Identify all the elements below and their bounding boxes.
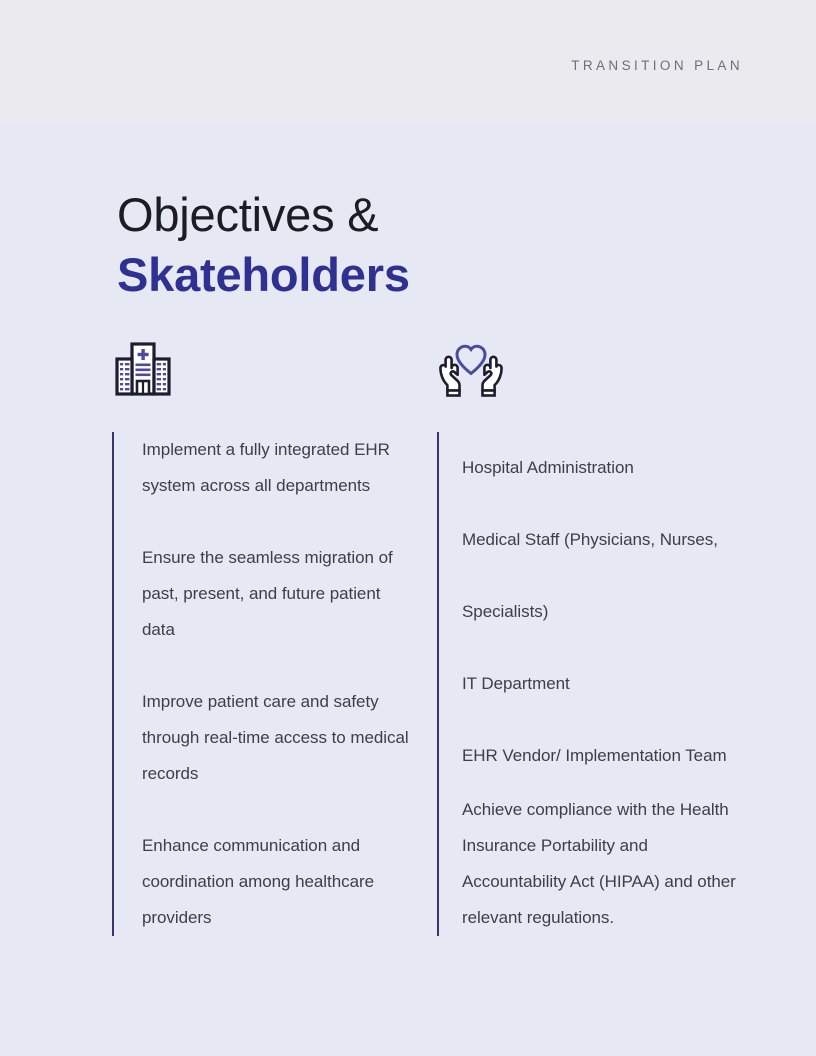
eyebrow-label: TRANSITION PLAN (571, 58, 743, 73)
list-item: Ensure the seamless migration of past, present, and future patient data (142, 548, 393, 639)
list-item: Improve patient care and safety through real-time access to medical records (142, 692, 409, 783)
list-item: EHR Vendor/ Implementation Team (462, 746, 727, 765)
stakeholders-list (437, 432, 747, 936)
list-item: Achieve compliance with the Health Insurance Portability and Accountability Act (HIPAA) and other relevant regulations. (462, 800, 736, 927)
top-banner (0, 0, 816, 122)
list-item: Enhance communication and coordination among healthcare providers (142, 836, 374, 927)
hospital-building-icon (113, 340, 173, 400)
stakeholders-column (437, 340, 747, 972)
title-line-one: Objectives & (117, 188, 379, 241)
page-title (117, 186, 717, 306)
objectives-column (112, 340, 412, 936)
title-line-two: Skateholders (117, 248, 410, 301)
objectives-list (112, 432, 412, 936)
list-item: Implement a fully integrated EHR system across all departments (142, 440, 390, 495)
hands-holding-heart-icon (438, 340, 498, 400)
list-item: IT Department (462, 674, 570, 693)
list-item: Medical Staff (Physicians, Nurses, Specialists) (462, 530, 718, 621)
list-item: Hospital Administration (462, 458, 634, 477)
